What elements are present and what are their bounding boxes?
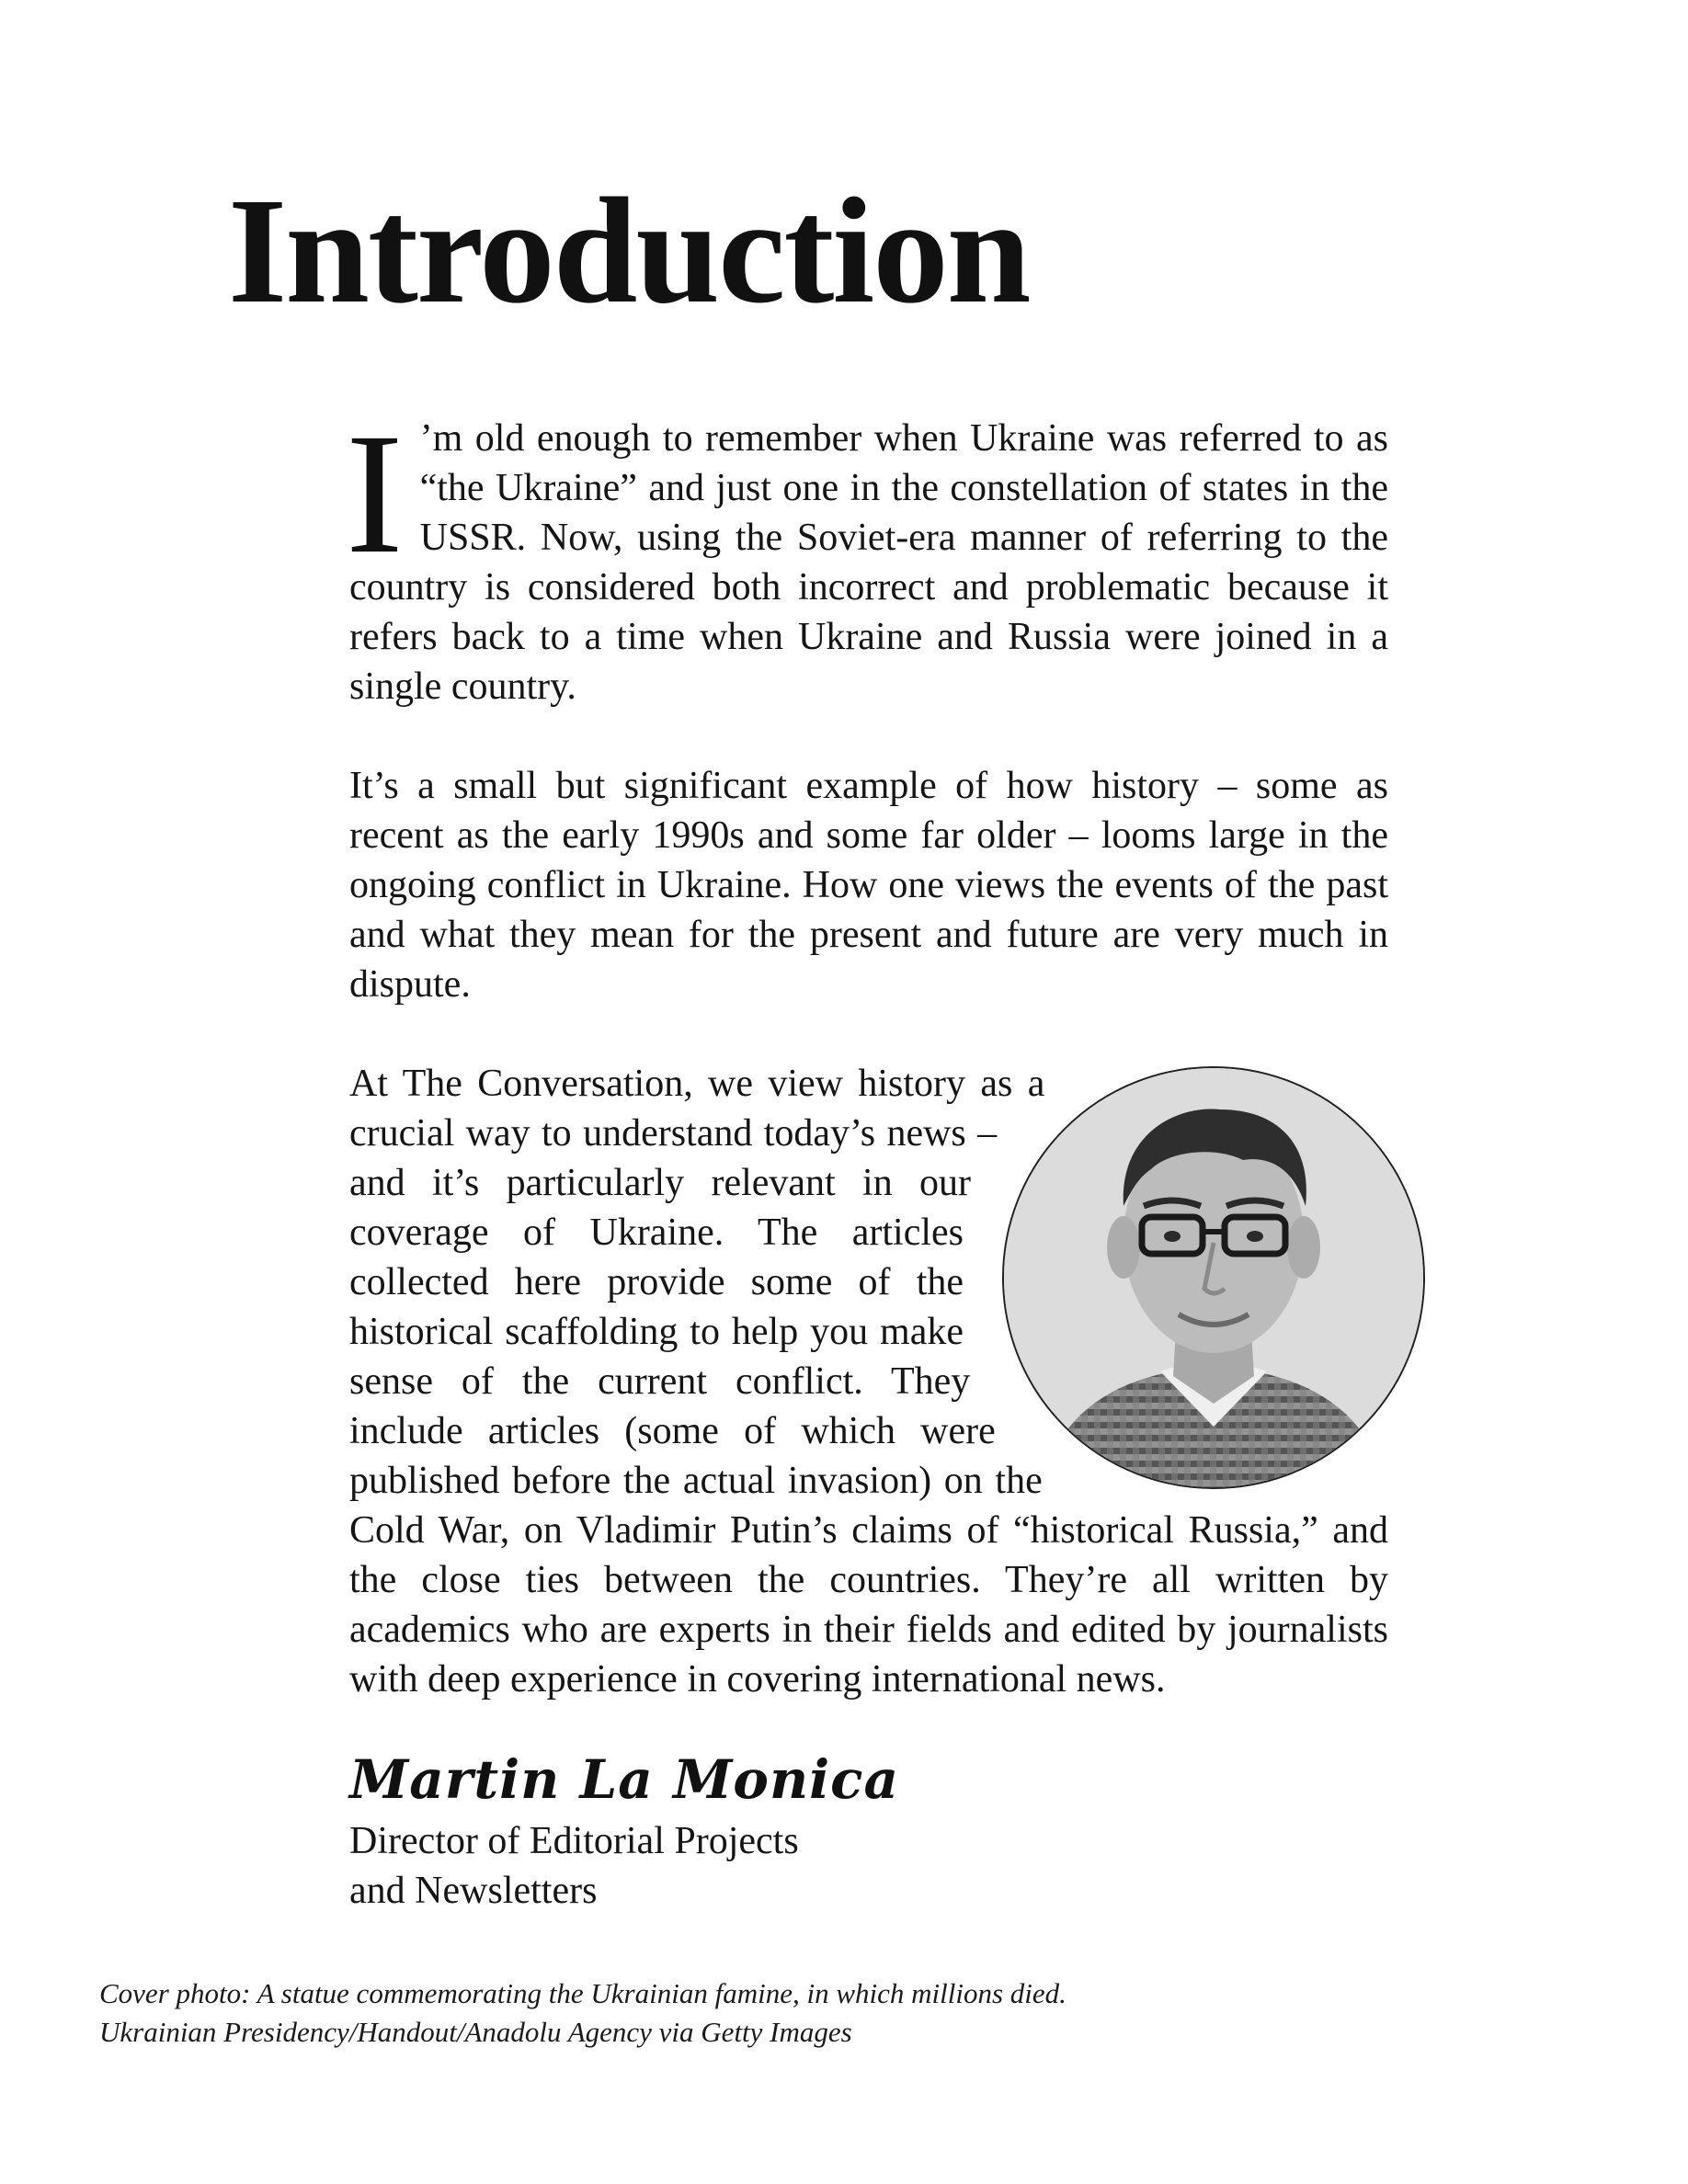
drop-cap: I bbox=[346, 397, 404, 589]
paragraph-3-text: At The Conversation, we view history as a crucial way to understand today’s news – and it’s particularly relevant in our coverage of Ukraine. The articles collected here provide some of the historical scaffolding to help you make sense of the current conflict. They include articles (some of which were published before the actual invasion) on the Cold War, on Vladimir Putin’s claims of “historical Russia,” and the close ties between the countries. They’re all written by academics who are experts in their fields and edited by journalists with deep experience in covering international news. bbox=[349, 1063, 1388, 1701]
paragraph-1 bbox=[346, 397, 1388, 711]
author-signature: Martin La Monica bbox=[349, 1748, 900, 1811]
author-portrait-icon bbox=[1002, 1066, 1425, 1489]
author-role bbox=[349, 1816, 1388, 1916]
paragraph-1-text: ’m old enough to remember when Ukraine was referred to as “the Ukraine” and just one in the constellation of states in the USSR. Now, using the Soviet-era manner of referring to the country is considered both incorrect and problematic because it refers back to a time when Ukraine and Russia were joined in a single country. bbox=[349, 417, 1388, 708]
caption-line-1: Cover photo: A statue commemorating the Ukrainian famine, in which millions died. bbox=[99, 1977, 1066, 2009]
article-body bbox=[346, 397, 1388, 1916]
author-photo-wrapper bbox=[984, 1066, 1425, 1507]
author-role-line-2: and Newsletters bbox=[349, 1870, 598, 1912]
author-role-line-1: Director of Editorial Projects bbox=[349, 1820, 799, 1862]
caption-line-2: Ukrainian Presidency/Handout/Anadolu Agency via Getty Images bbox=[99, 2016, 852, 2048]
paragraph-3 bbox=[349, 1059, 1388, 1704]
paragraph-2: It’s a small but significant example of how history – some as recent as the early 1990s and some far older – looms large in the ongoing conflict in Ukraine. How one views the events of the past and what they mean for the present and future are very much in dispute. bbox=[349, 765, 1388, 1006]
page-title: Introduction bbox=[228, 166, 1030, 335]
cover-photo-caption bbox=[99, 1974, 1295, 2052]
